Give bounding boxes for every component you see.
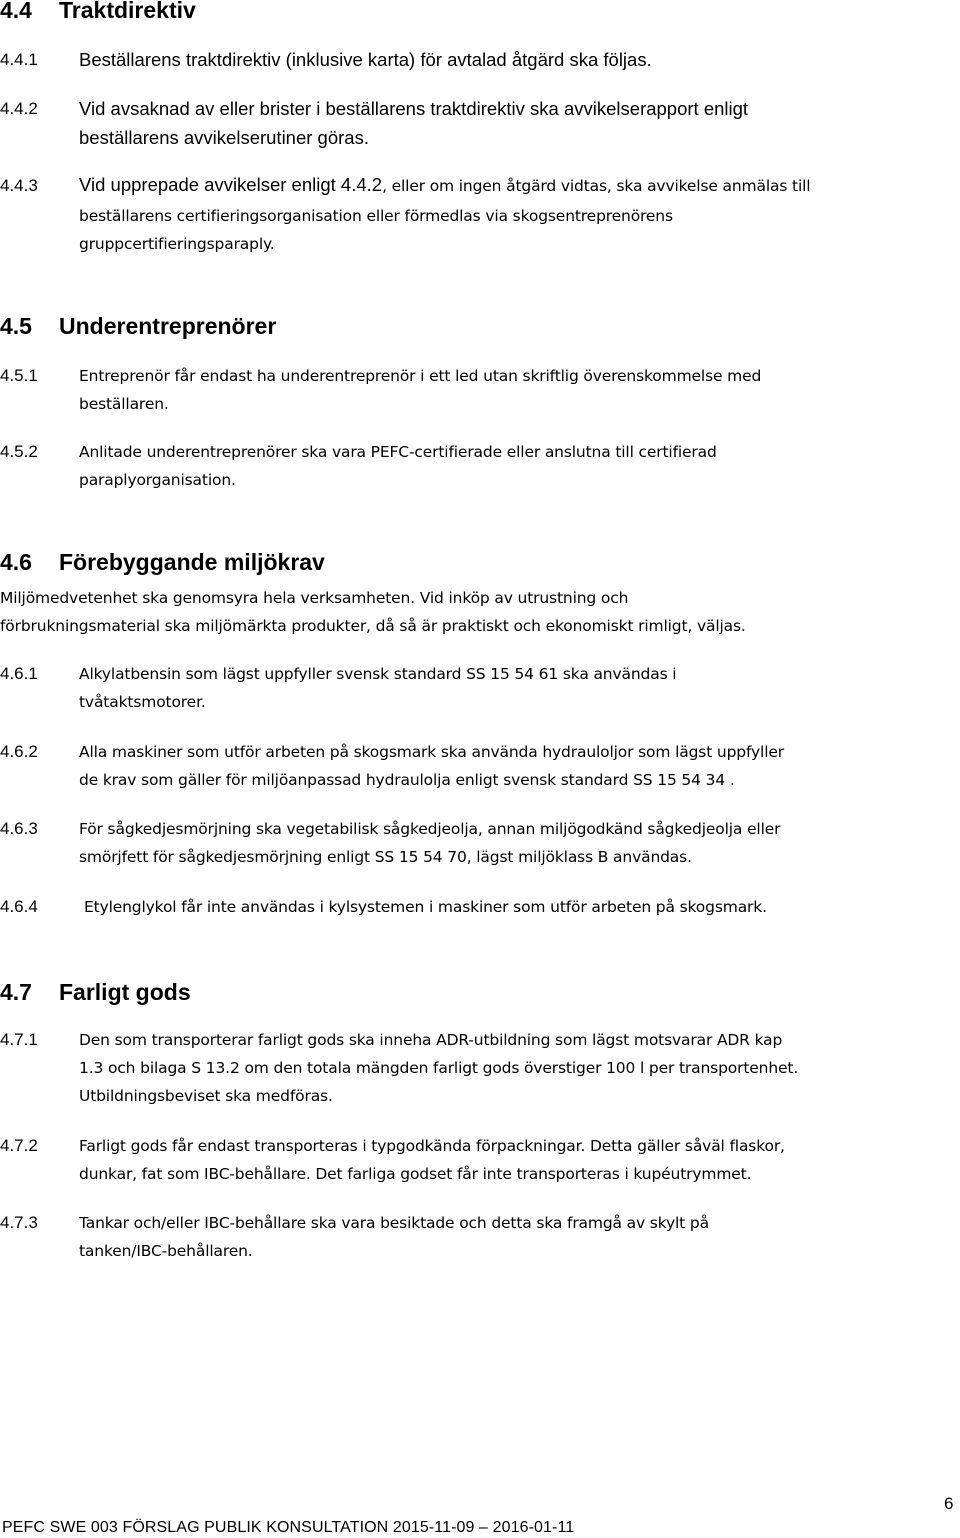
item-text-4-4-3-line2: beställarens certifieringsorganisation eller förmedlas via skogsentreprenörens [79, 207, 673, 225]
item-number-4-6-1: 4.6.1 [0, 664, 38, 683]
section-number: 4.5 [0, 313, 32, 339]
section-number: 4.6 [0, 549, 32, 575]
item-text-4-4-2-line1: Vid avsaknad av eller brister i beställarens traktdirektiv ska avvikelserapport enligt [79, 98, 749, 119]
section-heading-4-5 [0, 312, 276, 340]
item-text-4-5-2-line2: paraplyorganisation. [79, 471, 236, 489]
item-number-4-6-4: 4.6.4 [0, 897, 38, 916]
item-text-4-7-1-line1: Den som transporterar farligt gods ska inneha ADR-utbildning som lägst motsvarar ADR kap [79, 1031, 783, 1049]
section-intro-line1: Miljömedvetenhet ska genomsyra hela verksamheten. Vid inköp av utrustning och [0, 589, 629, 607]
item-number-4-6-3: 4.6.3 [0, 819, 38, 838]
page-number: 6 [944, 1494, 954, 1513]
item-number-4-5-1: 4.5.1 [0, 366, 38, 385]
item-number-4-4-1: 4.4.1 [0, 50, 38, 69]
item-text-4-4-3-line3: gruppcertifieringsparaply. [79, 235, 275, 253]
item-text-4-5-1-line2: beställaren. [79, 395, 169, 413]
item-text-4-7-1-line3: Utbildningsbeviset ska medföras. [79, 1087, 333, 1105]
item-number-4-4-2: 4.4.2 [0, 99, 38, 118]
item-number-4-4-3: 4.4.3 [0, 176, 38, 195]
item-text-4-7-3-line1: Tankar och/eller IBC-behållare ska vara besiktade och detta ska framgå av skylt på [79, 1214, 709, 1232]
section-title: Förebyggande miljökrav [59, 549, 325, 575]
item-text-4-7-2-line2: dunkar, fat som IBC-behållare. Det farliga godset får inte transporteras i kupéutrymmet. [79, 1165, 752, 1183]
item-text-4-4-3-rest: , eller om ingen åtgärd vidtas, ska avvikelse anmälas till [382, 177, 811, 195]
item-number-4-7-2: 4.7.2 [0, 1136, 38, 1155]
item-text-4-7-1-line2: 1.3 och bilaga S 13.2 om den totala mängden farligt gods överstiger 100 l per transportenhet. [79, 1059, 799, 1077]
item-text-4-4-3-line1 [79, 172, 810, 200]
section-heading-4-7 [0, 978, 191, 1006]
section-title: Underentreprenörer [59, 313, 277, 339]
item-text-4-4-2-line2: beställarens avvikelserutiner göras. [79, 127, 369, 148]
item-text-4-4-3-lead: Vid upprepade avvikelser enligt 4.4.2 [79, 174, 383, 195]
section-number: 4.4 [0, 0, 32, 23]
section-heading-4-6 [0, 548, 325, 576]
item-text-4-5-1-line1: Entreprenör får endast ha underentreprenör i ett led utan skriftlig överenskommelse med [79, 367, 762, 385]
item-text-4-7-3-line2: tanken/IBC-behållaren. [79, 1242, 253, 1260]
section-heading-4-4 [0, 0, 196, 24]
section-title: Traktdirektiv [59, 0, 196, 23]
item-text-4-5-2-line1: Anlitade underentreprenörer ska vara PEFC-certifierade eller anslutna till certifierad [79, 443, 717, 461]
section-title: Farligt gods [59, 979, 191, 1005]
item-number-4-6-2: 4.6.2 [0, 742, 38, 761]
section-intro-line2: förbrukningsmaterial ska miljömärkta produkter, då så är praktiskt och ekonomiskt rimligt, väljas. [0, 617, 746, 635]
item-text-4-6-3-line2: smörjfett för sågkedjesmörjning enligt SS 15 54 70, lägst miljöklass B användas. [79, 848, 692, 866]
item-text-4-6-1-line1: Alkylatbensin som lägst uppfyller svensk standard SS 15 54 61 ska användas i [79, 665, 677, 683]
item-text-4-6-3-line1: För sågkedjesmörjning ska vegetabilisk sågkedjeolja, annan miljögodkänd sågkedjeolja eller [79, 820, 781, 838]
item-text-4-4-1: Beställarens traktdirektiv (inklusive karta) för avtalad åtgärd ska följas. [79, 49, 652, 70]
item-number-4-7-1: 4.7.1 [0, 1030, 38, 1049]
item-text-4-6-1-line2: tvåtaktsmotorer. [79, 693, 206, 711]
item-number-4-7-3: 4.7.3 [0, 1213, 38, 1232]
item-text-4-6-4: Etylenglykol får inte användas i kylsystemen i maskiner som utför arbeten på skogsmark. [84, 898, 767, 916]
item-text-4-6-2-line1: Alla maskiner som utför arbeten på skogsmark ska använda hydrauloljor som lägst uppfyller [79, 743, 784, 761]
item-text-4-6-2-line2: de krav som gäller för miljöanpassad hydraulolja enligt svensk standard SS 15 54 34 . [79, 771, 735, 789]
footer-text: PEFC SWE 003 FÖRSLAG PUBLIK KONSULTATION 2015-11-09 – 2016-01-11 [2, 1519, 575, 1536]
item-text-4-7-2-line1: Farligt gods får endast transporteras i typgodkända förpackningar. Detta gäller såväl flaskor, [79, 1137, 785, 1155]
section-number: 4.7 [0, 979, 32, 1005]
item-number-4-5-2: 4.5.2 [0, 442, 38, 461]
